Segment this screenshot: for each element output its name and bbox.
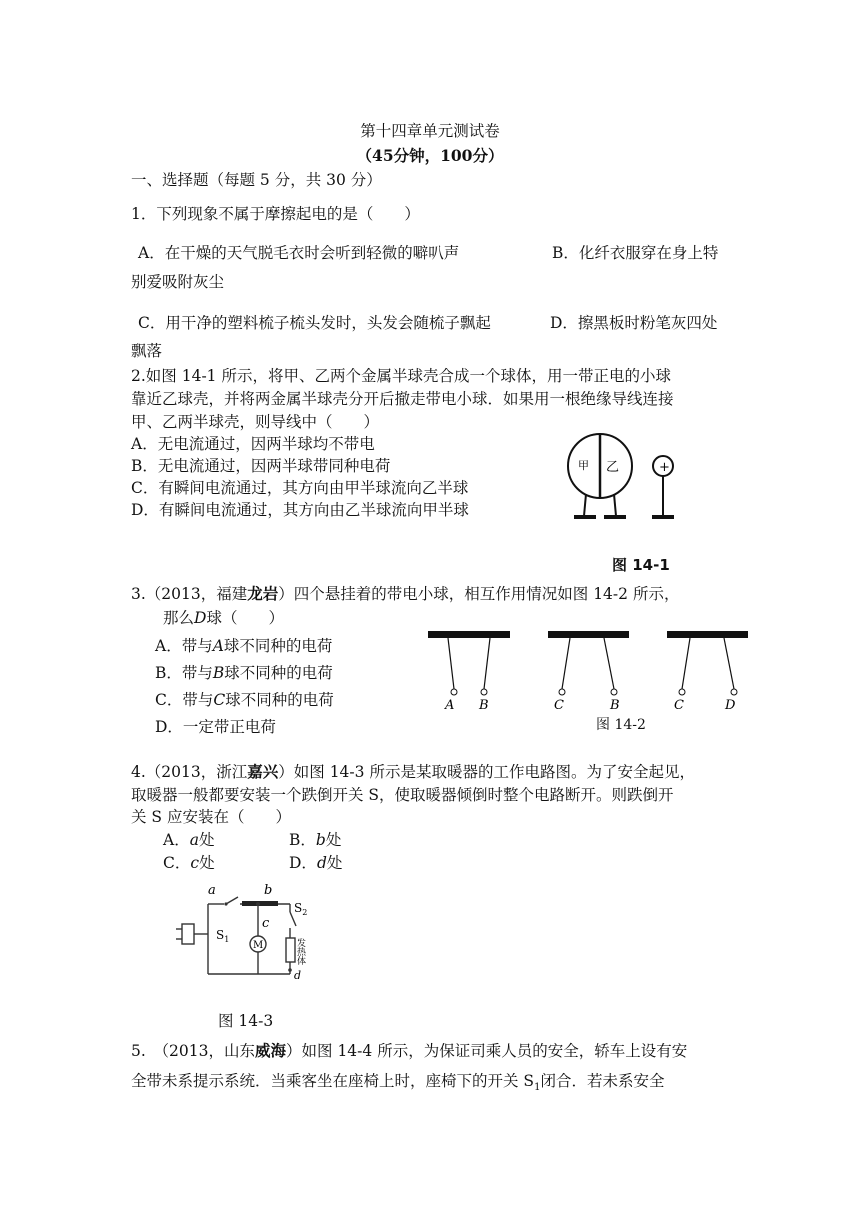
q3-stem-line2: 那么D球（ ） [163, 609, 284, 627]
section-heading: 一、选择题（每题 5 分，共 30 分） [131, 171, 382, 189]
figure-14-1-caption: 图 14-1 [612, 556, 670, 574]
ball-c2 [679, 689, 685, 695]
q4-option-d: D．d处 [289, 854, 343, 872]
ball-b2-label: B [610, 698, 620, 713]
figure-14-1 [560, 428, 720, 528]
stand-right [614, 494, 616, 516]
q3-stem-line1: 3.（2013，福建龙岩）四个悬挂着的带电小球，相互作用情况如图 14-2 所示， [131, 584, 680, 603]
thread-c1 [562, 638, 570, 689]
q5-stem-line1: 5. （2013，山东威海）如图 14-4 所示，为保证司乘人员的安全，轿车上设有安 [131, 1041, 688, 1060]
q4-option-b: B．b处 [289, 831, 342, 849]
switch-s1-label: $S_1$ [216, 928, 230, 944]
point-d-label: d [294, 969, 302, 982]
point-b-label: b [264, 883, 273, 898]
support-bar-cb [548, 631, 629, 638]
charge-sign: + [659, 460, 670, 475]
ball-base [652, 515, 674, 519]
page-title: 第十四章单元测试卷 [360, 122, 500, 140]
q1-option-d: D．擦黑板时粉笔灰四处 [550, 314, 718, 332]
ball-c2-label: C [674, 698, 684, 713]
base-right [604, 515, 626, 519]
figure-14-3-circuit [172, 882, 332, 982]
ball-b-label: B [479, 698, 489, 713]
thread-b [484, 638, 490, 689]
q2-option-d: D．有瞬间电流通过，其方向由乙半球流向甲半球 [131, 501, 469, 519]
q2-stem-line2: 靠近乙球壳，并将两金属半球壳分开后撤走带电小球．如果用一根绝缘导线连接 [131, 390, 674, 408]
figure-14-2 [428, 628, 758, 718]
support-bar-cd [667, 631, 748, 638]
thread-c2 [682, 638, 690, 689]
ball-b2 [611, 689, 617, 695]
ball-d [731, 689, 737, 695]
power-plug [182, 924, 194, 944]
stand-left [584, 494, 586, 516]
ball-d-label: D [725, 698, 736, 713]
q2-stem-line1: 2.如图 14-1 所示，将甲、乙两个金属半球壳合成一个球体，用一带正电的小球 [131, 367, 671, 385]
ball-b [481, 689, 487, 695]
thread-d [724, 638, 734, 689]
q3-option-b: B．带与B球不同种的电荷 [155, 664, 333, 682]
q3-option-a: A．带与A球不同种的电荷 [155, 637, 333, 655]
q2-option-c: C．有瞬间电流通过，其方向由甲半球流向乙半球 [131, 479, 469, 497]
q1-option-a: A．在干燥的天气脱毛衣时会听到轻微的噼叭声 [138, 244, 460, 262]
hemisphere-jia-label: 甲 [578, 459, 589, 472]
q4-option-c: C．c处 [163, 854, 215, 872]
q1-option-b-cont: 别爱吸附灰尘 [131, 273, 225, 291]
switch-s1-blade [226, 897, 238, 904]
q2-option-a: A．无电流通过，因两半球均不带电 [131, 435, 375, 453]
q1-option-b: B．化纤衣服穿在身上特 [552, 244, 719, 262]
point-a-label: a [208, 883, 216, 898]
hemisphere-yi-label: 乙 [606, 460, 620, 475]
ball-a [451, 689, 457, 695]
q2-stem-line3: 甲、乙两半球壳，则导线中（ ） [131, 413, 380, 431]
support-bar-ab [428, 631, 510, 638]
q4-stem-line1: 4.（2013，浙江嘉兴）如图 14-3 所示是某取暖器的工作电路图。为了安全起见， [131, 762, 695, 781]
q1-stem: 1．下列现象不属于摩擦起电的是（ ） [131, 205, 420, 223]
q4-stem-line3: 关 S 应安装在（ ） [131, 808, 291, 826]
ball-a-label: A [445, 698, 455, 713]
heater [286, 938, 295, 962]
q3-option-d: D．一定带正电荷 [155, 718, 276, 736]
q4-stem-line2: 取暖器一般都要安装一个跌倒开关 S，使取暖器倾倒时整个电路断开。则跌倒开 [131, 786, 674, 804]
point-c-label: c [262, 916, 270, 931]
page-subtitle: （45分钟，100分） [356, 146, 504, 165]
ball-c1-label: C [554, 698, 564, 713]
ball-c1 [559, 689, 565, 695]
q4-option-a: A．a处 [163, 831, 215, 849]
figure-14-2-caption: 图 14-2 [596, 717, 646, 733]
node-d [288, 968, 292, 972]
junction-bar [242, 901, 278, 906]
q1-option-c: C．用干净的塑料梳子梳头发时，头发会随梳子飘起 [138, 314, 491, 332]
q3-option-c: C．带与C球不同种的电荷 [155, 691, 334, 709]
q1-option-d-cont: 飘落 [131, 342, 163, 360]
thread-a [448, 638, 454, 689]
heater-label: 发热体 [295, 938, 305, 965]
figure-14-3-caption: 图 14-3 [218, 1012, 274, 1030]
switch-s2-label: $S_2$ [294, 901, 308, 917]
base-left [574, 515, 596, 519]
thread-b2 [604, 638, 614, 689]
q5-stem-line2: 全带未系提示系统．当乘客坐在座椅上时，座椅下的开关 $S_1$闭合．若未系安全 [131, 1072, 665, 1094]
q2-option-b: B．无电流通过，因两半球带同种电荷 [131, 457, 391, 475]
motor-label: M [253, 940, 264, 951]
